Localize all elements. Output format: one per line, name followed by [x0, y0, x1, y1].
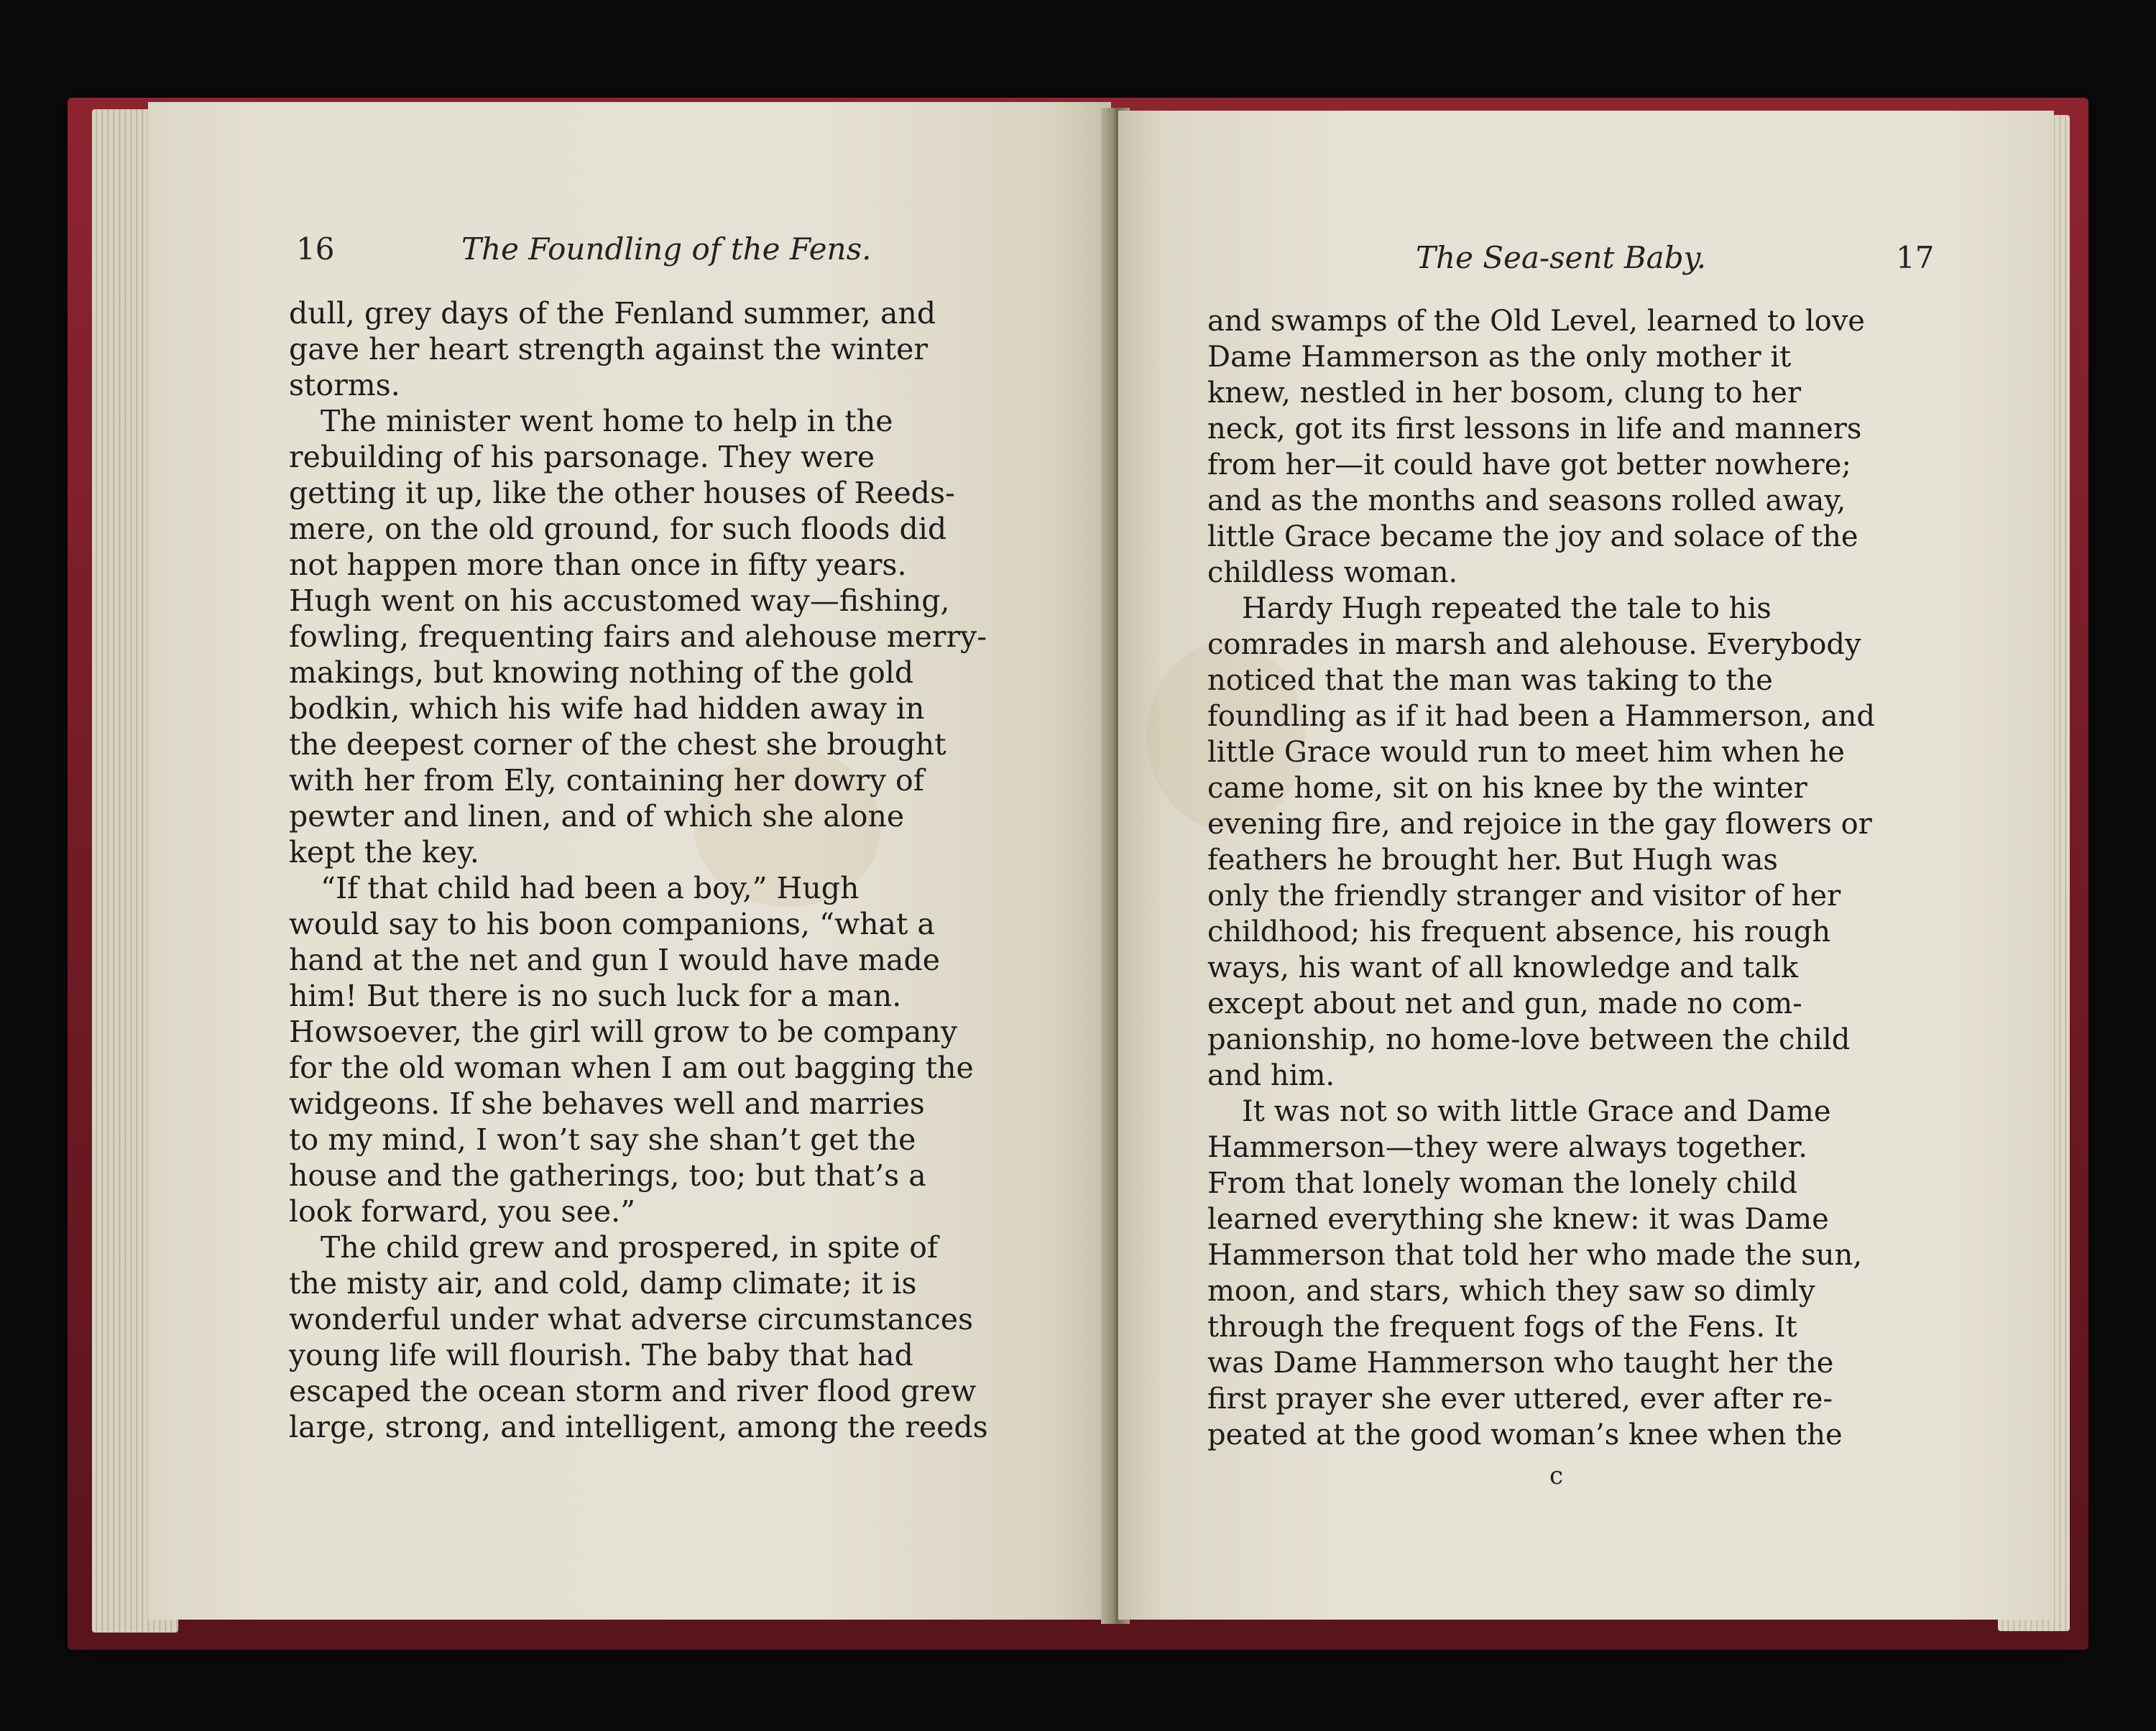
right-page	[1118, 111, 2054, 1620]
text-line: fowling, frequenting fairs and alehouse merry-	[289, 619, 987, 654]
text-line: feathers he brought her. But Hugh was	[1207, 844, 1778, 877]
text-line: the misty air, and cold, damp climate; it is	[289, 1266, 917, 1301]
text-line: for the old woman when I am out bagging the	[289, 1051, 974, 1085]
right-body-text	[1207, 305, 2012, 1584]
text-line: foundling as if it had been a Hammerson, and	[1207, 700, 1875, 733]
text-line: noticed that the man was taking to the	[1207, 664, 1773, 697]
text-line: kept the key.	[289, 835, 479, 869]
text-line: and as the months and seasons rolled away,	[1207, 484, 1846, 517]
text-line: knew, nestled in her bosom, clung to her	[1207, 377, 1802, 410]
text-line: Howsoever, the girl will grow to be company	[289, 1015, 958, 1049]
text-line: bodkin, which his wife had hidden away in	[289, 691, 925, 726]
text-line: getting it up, like the other houses of Reeds-	[289, 476, 955, 510]
text-line: with her from Ely, containing her dowry of	[289, 763, 924, 798]
text-line: was Dame Hammerson who taught her the	[1207, 1347, 1834, 1380]
text-line: look forward, you see.”	[289, 1194, 636, 1229]
text-line: and swamps of the Old Level, learned to love	[1207, 305, 1865, 338]
text-line: young life will flourish. The baby that had	[289, 1338, 913, 1372]
text-line: makings, but knowing nothing of the gold	[289, 655, 914, 690]
text-line: would say to his boon companions, “what a	[289, 907, 935, 941]
text-line: escaped the ocean storm and river flood grew	[289, 1374, 977, 1408]
left-page	[148, 102, 1111, 1620]
signature-mark: c	[1549, 1462, 1564, 1490]
text-line: came home, sit on his knee by the winter	[1207, 772, 1807, 805]
text-line: It was not so with little Grace and Dame	[1242, 1095, 1831, 1128]
text-line: Hammerson that told her who made the sun,	[1207, 1239, 1863, 1272]
page-number-left: 16	[296, 231, 335, 267]
text-line: him! But there is no such luck for a man.	[289, 979, 902, 1013]
text-line: from her—it could have got better nowhere;	[1207, 448, 1851, 481]
text-line: large, strong, and intelligent, among the reeds	[289, 1410, 988, 1444]
text-line: rebuilding of his parsonage. They were	[289, 440, 875, 474]
text-line: gave her heart strength against the winter	[289, 332, 928, 366]
text-line: From that lonely woman the lonely child	[1207, 1167, 1798, 1200]
text-line: little Grace became the joy and solace of the	[1207, 520, 1858, 553]
text-line: Hardy Hugh repeated the tale to his	[1242, 592, 1772, 625]
running-head-right: The Sea-sent Baby.	[1416, 240, 1707, 275]
text-line: little Grace would run to meet him when he	[1207, 736, 1845, 769]
text-line: comrades in marsh and alehouse. Everybody	[1207, 628, 1861, 661]
text-line: moon, and stars, which they saw so dimly	[1207, 1275, 1815, 1308]
text-line: not happen more than once in fifty years.	[289, 548, 907, 582]
text-line: hand at the net and gun I would have made	[289, 943, 941, 977]
text-line: wonderful under what adverse circumstances	[289, 1302, 974, 1337]
text-line: to my mind, I won’t say she shan’t get the	[289, 1122, 916, 1157]
text-line: panionship, no home-love between the child	[1207, 1023, 1851, 1056]
text-line: except about net and gun, made no com-	[1207, 987, 1802, 1020]
text-line: The minister went home to help in the	[321, 404, 893, 438]
text-line: “If that child had been a boy,” Hugh	[321, 871, 860, 905]
running-head-left: The Foundling of the Fens.	[461, 231, 872, 267]
text-line: storms.	[289, 368, 400, 402]
text-line: pewter and linen, and of which she alone	[289, 799, 905, 834]
text-line: Hammerson—they were always together.	[1207, 1131, 1807, 1164]
left-body-text	[289, 296, 1094, 1589]
text-line: through the frequent fogs of the Fens. It	[1207, 1311, 1797, 1344]
text-line: dull, grey days of the Fenland summer, and	[289, 296, 936, 331]
text-line: mere, on the old ground, for such floods did	[289, 512, 947, 546]
text-line: childless woman.	[1207, 556, 1458, 589]
text-line: first prayer she ever uttered, ever after re-	[1207, 1383, 1833, 1416]
text-line: childhood; his frequent absence, his rough	[1207, 915, 1831, 948]
text-line: evening fire, and rejoice in the gay flowers or	[1207, 808, 1872, 841]
page-number-right: 17	[1896, 240, 1935, 275]
text-line: only the friendly stranger and visitor of her	[1207, 880, 1841, 913]
text-line: the deepest corner of the chest she brought	[289, 727, 946, 762]
text-line: The child grew and prospered, in spite of	[321, 1230, 939, 1265]
text-line: and him.	[1207, 1059, 1335, 1092]
text-line: ways, his want of all knowledge and talk	[1207, 951, 1799, 984]
text-line: house and the gatherings, too; but that’s a	[289, 1158, 926, 1193]
text-line: peated at the good woman’s knee when the	[1207, 1418, 1843, 1451]
text-line: learned everything she knew: it was Dame	[1207, 1203, 1829, 1236]
text-line: Hugh went on his accustomed way—fishing,	[289, 583, 950, 618]
text-line: widgeons. If she behaves well and marries	[289, 1086, 925, 1121]
text-line: Dame Hammerson as the only mother it	[1207, 341, 1792, 374]
text-line: neck, got its first lessons in life and manners	[1207, 412, 1862, 446]
